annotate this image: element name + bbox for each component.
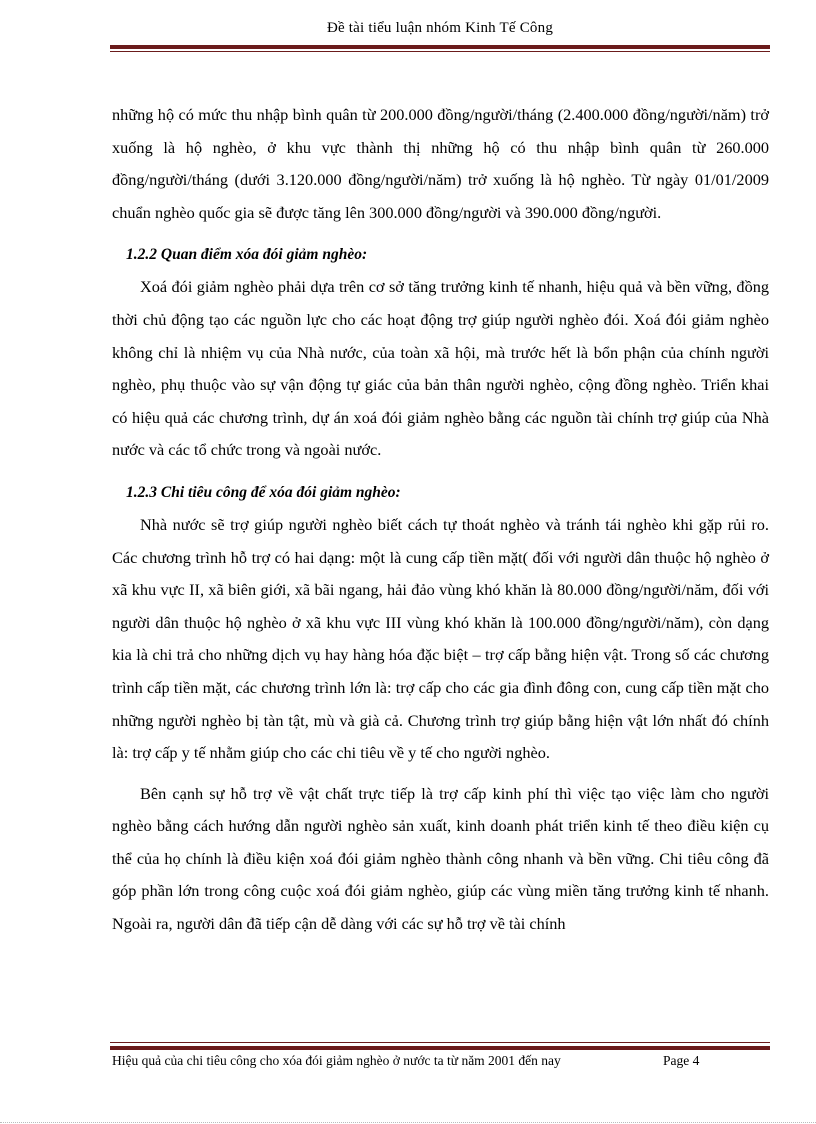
page-number: Page 4 [663, 1053, 700, 1068]
header-rule-thin [110, 51, 770, 52]
header-rule-thick [110, 45, 770, 49]
footer-title: Hiệu quả của chi tiêu công cho xóa đói giảm nghèo ở nước ta từ năm 2001 đến nay [112, 1053, 561, 1068]
footer-rule-thick [110, 1046, 770, 1050]
paragraph-1: những hộ có mức thu nhập bình quân từ 200.000 đồng/người/tháng (2.400.000 đồng/người/năm) trở xuống là hộ nghèo, ở khu vực thành thị những hộ có thu nhập bình quân từ 260.000 đồng/người/tháng (dưới 3.120.000 đồng/người/năm) trở xuống là hộ nghèo. Từ ngày 01/01/2009 chuẩn nghèo quốc gia sẽ được tăng lên 300.000 đồng/người và 390.000 đồng/người. [112, 105, 769, 222]
paragraph-3: Nhà nước sẽ trợ giúp người nghèo biết cách tự thoát nghèo và tránh tái nghèo khi gặp rủi ro. Các chương trình hỗ trợ có hai dạng: một là cung cấp tiền mặt( đối với người dân thuộc hộ nghèo ở xã khu vực II, xã biên giới, xã bãi ngang, hải đảo vùng khó khăn là 80.000 đồng/người/năm, đối với người dân thuộc hộ nghèo ở xã khu vực III vùng khó khăn là 100.000 đồng/người/năm), còn dạng kia là chi trả cho những dịch vụ hay hàng hóa đặc biệt – trợ cấp bằng hiện vật. Trong số các chương trình cấp tiền mặt, các chương trình lớn là: trợ cấp cho các gia đình đông con, cung cấp tiền mặt cho những người nghèo bị tàn tật, mù và già cả. Chương trình trợ giúp bằng hiện vật lớn nhất đó chính là: trợ cấp y tế nhằm giúp cho các chi tiêu về y tế cho người nghèo. [112, 514, 769, 763]
document-body [112, 99, 769, 941]
footer-rule-thin [110, 1042, 770, 1043]
section-heading-1-2-3: 1.2.3 Chi tiêu công để xóa đói giảm nghèo: [126, 483, 401, 501]
header-title: Đề tài tiểu luận nhóm Kinh Tế Công [326, 20, 554, 36]
paragraph-2: Xoá đói giảm nghèo phải dựa trên cơ sở tăng trưởng kinh tế nhanh, hiệu quả và bền vững, đồng thời chủ động tạo các nguồn lực cho các hoạt động trợ giúp người nghèo đói. Xoá đói giảm nghèo không chỉ là nhiệm vụ của Nhà nước, của toàn xã hội, mà trước hết là bổn phận của chính người nghèo, phụ thuộc vào sự vận động tự giác của bản thân người nghèo, cộng đồng nghèo. Triển khai có hiệu quả các chương trình, dự án xoá đói giảm nghèo bằng các nguồn tài chính trợ giúp của Nhà nước và các tổ chức trong và ngoài nước. [112, 277, 769, 460]
section-heading-1-2-2: 1.2.2 Quan điểm xóa đói giảm nghèo: [126, 246, 368, 264]
paragraph-4: Bên cạnh sự hỗ trợ về vật chất trực tiếp là trợ cấp kinh phí thì việc tạo việc làm cho người nghèo bằng cách hướng dẫn người nghèo sản xuất, kinh doanh phát triển kinh tế theo điều kiện cụ thể của họ chính là điều kiện xoá đói giảm nghèo thành công nhanh và bền vững. Chi tiêu công đã góp phần lớn trong công cuộc xoá đói giảm nghèo, giúp các vùng miền tăng trưởng kinh tế nhanh. Ngoài ra, người dân đã tiếp cận dễ dàng với các sự hỗ trợ về tài chính [112, 783, 769, 934]
